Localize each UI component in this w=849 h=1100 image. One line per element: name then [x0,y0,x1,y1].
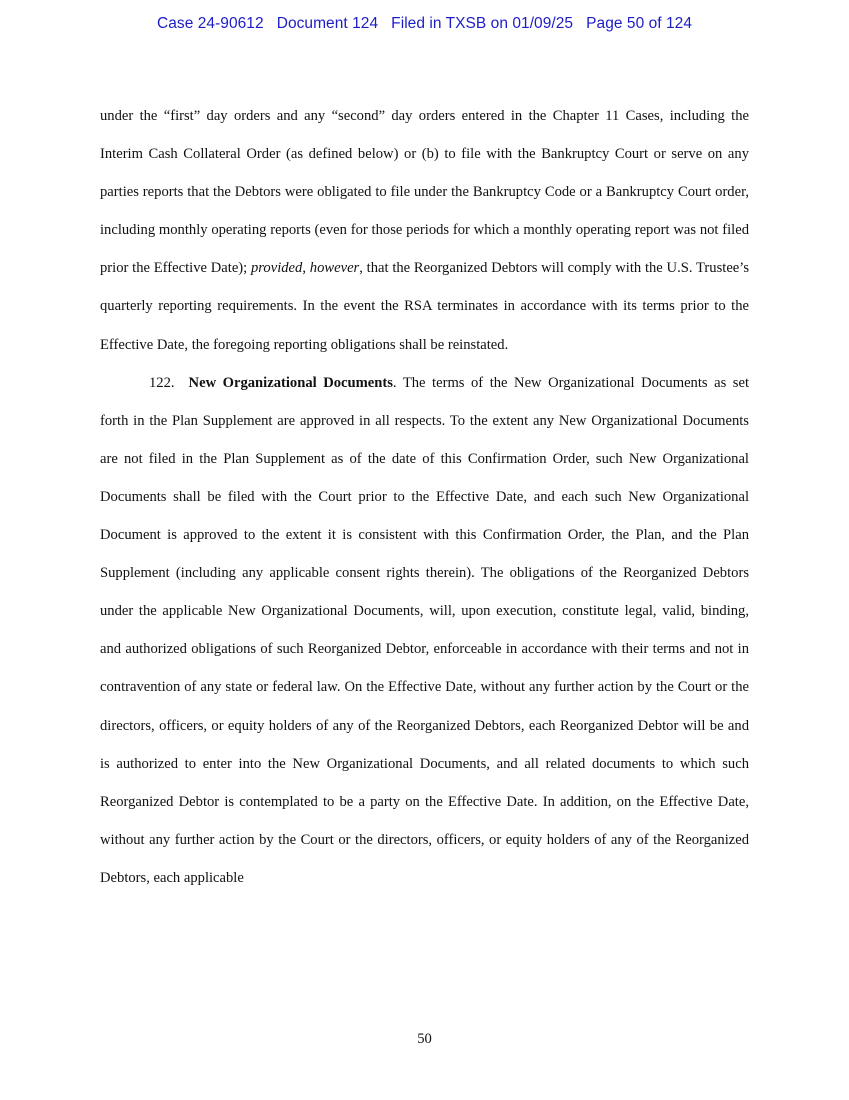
italic-provided: provided [251,260,303,277]
continuation-paragraph [100,97,749,364]
continuation-text-start: under the “first” day orders and any “second” day orders entered in the Chapter 11 Cases, including the Interim Cash Collateral Order (as defined below) or (b) to file with the Bankruptcy Court or serve on any parties reports that the Debtors were obligated to file under the Bankruptcy Code or a Bankruptcy Court order, including monthly operating reports (even for those periods for which a monthly operating report was not filed prior the Effective Date); [100,108,749,277]
document-body [100,97,749,897]
paragraph-heading-period: . [392,374,397,391]
page-number: 50 [417,1031,432,1047]
paragraph-122-text: The terms of the New Organizational Documents as set forth in the Plan Supplement are approved in all respects. To the extent any New Organizational Documents are not filed in the Plan Supplement as of the date of this Confirmation Order, such New Organizational Documents shall be filed with the Court prior to the Effective Date, and each such New Organizational Document is approved to the extent it is consistent with this Confirmation Order, the Plan, and the Plan Supplement (including any applicable consent rights therein). The obligations of the Reorganized Debtors under the applicable New Organizational Documents, will, upon execution, constitute legal, valid, binding, and authorized obligations of such Reorganized Debtor, enforceable in accordance with their terms and not in contravention of any state or federal law. On the Effective Date, without any further action by the Court or the directors, officers, or equity holders of any of the Reorganized Debtors, each Reorganized Debtor will be and is authorized to enter into the New Organizational Documents, and all related documents to which such Reorganized Debtor is contemplated to be a party on the Effective Date. In addition, on the Effective Date, without any further action by the Court or the directors, officers, or equity holders of any of the Reorganized Debtors, each applicable [100,374,749,886]
italic-however: however [309,260,360,277]
paragraph-122 [100,364,749,897]
paragraph-heading: New Organizational Documents [188,374,393,391]
paragraph-number: 122. [149,374,175,391]
court-filing-stamp: Case 24-90612 Document 124 Filed in TXSB on 01/09/25 Page 50 of 124 [156,15,693,32]
continuation-text-end: , that the Reorganized Debtors will comply with the U.S. Trustee’s quarterly reporting requirements. In the event the RSA terminates in accordance with its terms prior to the Effective Date, the foregoing reporting obligations shall be reinstated. [100,260,750,353]
italic-separator: , [302,260,310,277]
